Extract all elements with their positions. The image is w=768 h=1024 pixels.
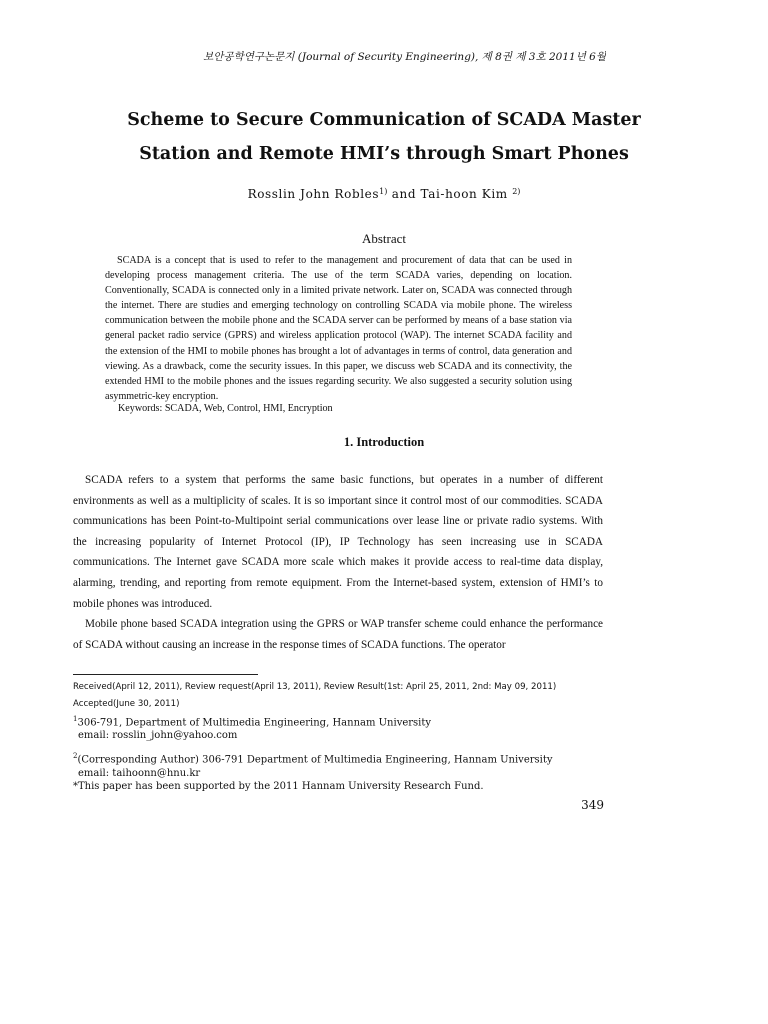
- accepted-date: Accepted(June 30, 2011): [73, 699, 180, 709]
- author-1-footnote-mark: 1): [379, 187, 388, 196]
- section-heading-introduction: 1. Introduction: [343, 435, 425, 449]
- abstract-body: SCADA is a concept that is used to refer to the management and procurement of data that can be used in developing process management criteria. The use of the term SCADA varies, depending on location. Conventionally, SCADA is connected only in a limited private network. Later on, SCADA was connected through the internet. There are studies and emerging technology on controlling SCADA via mobile phone. The wireless communication between the mobile phone and the SCADA server can be performed by means of a base station via general packet radio service (GPRS) and wireless application protocol (WAP). The internet SCADA facility and the extension of the HMI to mobile phones has brought a lot of advantages in terms of control, data generation and viewing. As a drawback, come the security issues. In this paper, we discuss web SCADA and its connectivity, the extended HMI to the mobile phones and the issues regarding security. We also suggested a security solution using asymmetric-key encryption.: [105, 255, 572, 402]
- footnotes: [73, 679, 613, 793]
- running-head: 보안공학연구논문지 (Journal of Security Engineering), 제 8권 제 3호 2011년 6월: [203, 51, 606, 63]
- received-dates: Received(April 12, 2011), Review request(April 13, 2011), Review Result(1st: April 25, 2011, 2nd: May 09, 2011): [73, 682, 557, 692]
- footnote-2-affiliation: [73, 750, 613, 766]
- footnote-1-affiliation-text: 306-791, Department of Multimedia Engineering, Hannam University: [77, 717, 432, 729]
- title-line-2: Station and Remote HMI’s through Smart Phones: [139, 144, 629, 164]
- page-number: 349: [581, 798, 604, 812]
- introduction-paragraph-1: SCADA refers to a system that performs the same basic functions, but operates in a number of different environments as well as a multiplicity of scales. It is so important since it control most of our commodities. SCADA communications has been Point-to-Multipoint serial communications over lease line or private radio systems. With the increasing popularity of Internet Protocol (IP), IP Technology has seen increasing use in SCADA communications. The Internet gave SCADA more scale which makes it provide access to real-time data display, alarming, trending, and reporting from remote equipment. From the Internet-based system, extension of HMI’s to mobile phones was introduced.: [73, 474, 603, 610]
- introduction-paragraph-2: Mobile phone based SCADA integration using the GPRS or WAP transfer scheme could enhance the performance of SCADA without causing an increase in the response times of SCADA functions. The operator: [73, 618, 603, 651]
- abstract-heading: Abstract: [361, 231, 407, 246]
- author-2-footnote-mark: 2): [512, 187, 521, 196]
- introduction-body: [73, 470, 603, 655]
- footnote-rule: [73, 674, 258, 675]
- footnote-2-mark: 2: [73, 752, 78, 761]
- footnote-2-affiliation-text: (Corresponding Author) 306-791 Department of Multimedia Engineering, Hannam University: [77, 754, 553, 766]
- footnote-1-mark: 1: [73, 715, 78, 723]
- footnote-2-email: email: taihoonn@hnu.kr: [78, 767, 201, 779]
- author-line: [100, 187, 668, 201]
- footnote-1-affiliation: [73, 713, 613, 729]
- author-conjunction: and: [387, 187, 421, 201]
- footnote-spacer: [73, 742, 613, 750]
- paper-title: [60, 103, 708, 171]
- footnote-1-email: email: rosslin_john@yahoo.com: [78, 730, 238, 742]
- author-1-name: Rosslin John Robles: [247, 187, 380, 201]
- funding-note: *This paper has been supported by the 2011 Hannam University Research Fund.: [73, 780, 484, 792]
- author-2-name: Tai-hoon Kim: [420, 187, 508, 201]
- keywords-line: Keywords: SCADA, Web, Control, HMI, Encryption: [118, 403, 333, 414]
- title-line-1: Scheme to Secure Communication of SCADA Master: [127, 110, 641, 130]
